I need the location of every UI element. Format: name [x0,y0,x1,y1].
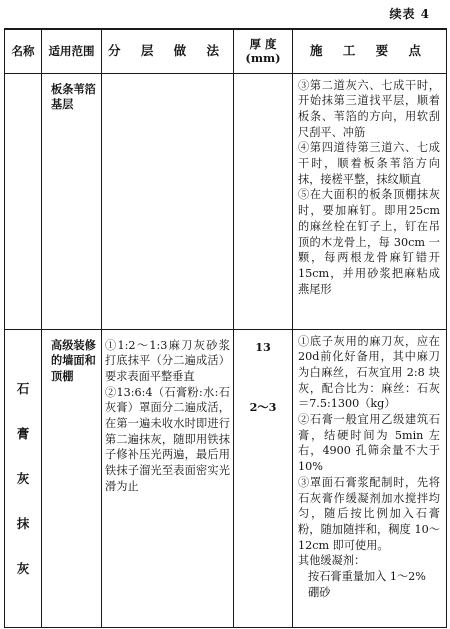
header-points: 施 工 要 点 [293,29,447,73]
header-scope: 适用范围 [42,29,102,73]
row1-point-3: ③第二道灰六、七成干时，开始抹第三道找平层，顺着板条、苇箔的方向，用软刮尺刮平、冲筋 [298,78,440,139]
row2-point-2: ②石膏一般宜用乙级建筑石膏，结硬时间为 5min 左右，4900 孔筛余量不大于10% [298,413,440,474]
row2-method-1: ①1:2～1:3麻刀灰砂浆打底抹平（分二遍成活）要求表面平整垂直 [105,338,230,383]
table-row [5,329,447,627]
row2-thickness-1: 13 [255,339,271,354]
row2-method-2: ②13:6:4（石膏粉:水:石灰膏）罩面分二遍成活，在第一遍未收水时即进行第二遍抹灰，随即用铁抹子修补压光两遍，最后用铁抹子溜光至表面密实光滑为止 [105,385,230,493]
table-row [5,73,447,329]
row2-name-char: 抹 [16,515,30,531]
row2-name-char: 膏 [16,425,30,441]
row1-points-cell [293,73,447,329]
row1-point-4: ④第四道待第三道六、七成干时，顺着板条苇箔方向抹，接槎平整，抹纹顺直 [298,141,440,186]
row2-scope: 高级装修的墙面和顶棚 [42,329,102,627]
row1-point-5: ⑤在大面积的板条顶棚抹灰时，要加麻钉。即用25cm 的麻丝栓在钉子上，钉在吊顶的木龙骨上，每 30cm 一颗，每两根龙骨麻钉错开15cm，并用砂浆把麻粘成燕尾形 [298,188,440,296]
row2-retarder-title: 其他缓凝剂： [298,554,366,568]
header-thickness-title: 厚 度 [249,37,277,52]
header-row [5,29,447,73]
row2-name-char: 石 [16,380,30,396]
row1-method-cell [102,73,234,329]
row2-point-1: ①底子灰用的麻刀灰，应在20d前化好备用，其中麻刀为白麻丝，石灰宜用 2:8 块灰，配合比为：麻丝：石灰＝7.5:1300（kg） [298,334,440,411]
row2-name-char: 灰 [16,470,30,486]
row1-name-cell [5,73,42,329]
row2-method-cell [102,329,234,627]
row2-points-cell [293,329,447,627]
continuation-label: 续表 4 [389,7,430,21]
header-method: 分 层 做 法 [102,29,234,73]
row2-name-cell [5,329,42,627]
plaster-spec-table [4,28,447,628]
header-thickness [234,29,293,73]
row2-name-char: 灰 [16,560,30,576]
row2-point-3: ③罩面石膏浆配制时，先将石灰膏作缓凝剂加水搅拌均匀，随后按比例加入石膏粉，随加随拌和，稠度 10～12cm 即可使用。 [298,475,440,552]
row1-scope: 板条苇箔基层 [42,73,102,329]
header-thickness-unit: (mm) [245,51,281,66]
row2-thickness-2: 2～3 [249,400,277,415]
row2-retarder-note: 按石膏重量加入 1～2% 硼砂 [308,570,426,599]
row1-thickness-cell [234,73,293,329]
row2-thickness-cell [234,329,293,627]
header-name: 名称 [5,29,42,73]
